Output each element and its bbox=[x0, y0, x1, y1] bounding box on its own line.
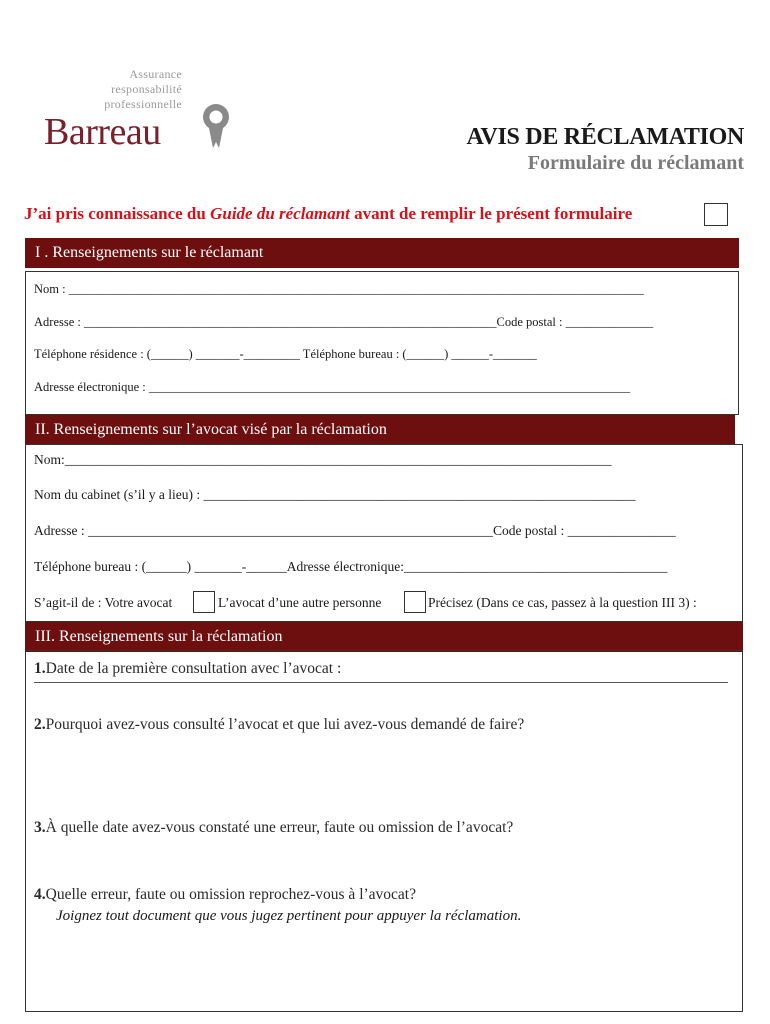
question-3-number: 3. bbox=[34, 819, 46, 836]
logo-tagline-1: Assurance bbox=[129, 67, 182, 81]
question-1 bbox=[34, 660, 341, 678]
question-4-note: Joignez tout document que vous jugez pertinent pour appuyer la réclamation. bbox=[56, 908, 522, 924]
other-lawyer-label: L’avocat d’une autre personne bbox=[218, 595, 382, 610]
question-1-number: 1. bbox=[34, 660, 46, 677]
own-lawyer-label: S’agit-il de : Votre avocat bbox=[34, 595, 173, 610]
logo bbox=[44, 66, 244, 156]
question-3 bbox=[34, 819, 513, 837]
question-4-text: Quelle erreur, faute ou omission reprochez-vous à l’avocat? bbox=[45, 886, 416, 903]
form-title: AVIS DE RÉCLAMATION bbox=[466, 124, 744, 150]
question-3-text: À quelle date avez-vous constaté une erreur, faute ou omission de l’avocat? bbox=[45, 819, 514, 836]
question-2-number: 2. bbox=[34, 716, 46, 733]
section-3-header: III. Renseignements sur la réclamation bbox=[25, 622, 743, 652]
own-lawyer-checkbox[interactable] bbox=[193, 591, 215, 613]
logo-brand: Barreau bbox=[44, 111, 161, 153]
form-subtitle: Formulaire du réclamant bbox=[527, 152, 744, 174]
acknowledgement-text bbox=[24, 204, 632, 224]
section-1-header: I . Renseignements sur le réclamant bbox=[25, 238, 739, 268]
question-1-answer-line[interactable] bbox=[34, 682, 728, 683]
question-1-text: Date de la première consultation avec l’avocat : bbox=[45, 660, 342, 677]
firm-name-field[interactable]: Nom du cabinet (s’il y a lieu) : ________________________________________________________________ bbox=[34, 487, 636, 502]
ack-guide-title: Guide du réclamant bbox=[210, 204, 350, 223]
logo-tagline-3: professionnelle bbox=[104, 97, 182, 111]
ack-before: J’ai pris connaissance du bbox=[24, 204, 211, 223]
section-2-header: II. Renseignements sur l’avocat visé par la réclamation bbox=[25, 415, 735, 445]
specify-label: Précisez (Dans ce cas, passez à la question III 3) : bbox=[428, 595, 697, 610]
question-4-number: 4. bbox=[34, 886, 46, 903]
acknowledgement-checkbox[interactable] bbox=[704, 203, 728, 226]
question-2 bbox=[34, 716, 524, 734]
other-lawyer-checkbox[interactable] bbox=[404, 591, 426, 613]
ack-after: avant de remplir le présent formulaire bbox=[349, 204, 633, 223]
lawyer-phone-email-field[interactable]: Téléphone bureau : (______) _______-______Adresse électronique:_______________________________________ bbox=[34, 559, 668, 574]
claimant-address-field[interactable]: Adresse : __________________________________________________________________Code postal : ______________ bbox=[34, 315, 654, 329]
barreau-emblem-icon bbox=[198, 102, 234, 150]
claimant-email-field[interactable]: Adresse électronique : _____________________________________________________________________________ bbox=[34, 380, 631, 394]
question-2-text: Pourquoi avez-vous consulté l’avocat et que lui avez-vous demandé de faire? bbox=[45, 716, 525, 733]
logo-tagline-2: responsabilité bbox=[111, 82, 182, 96]
lawyer-address-field[interactable]: Adresse : ____________________________________________________________Code postal : ________________ bbox=[34, 523, 676, 538]
claimant-phone-field[interactable]: Téléphone résidence : (______) _______-_________ Téléphone bureau : (______) ______-_______ bbox=[34, 347, 537, 361]
claimant-name-field[interactable]: Nom : ____________________________________________________________________________________________ bbox=[34, 282, 644, 296]
lawyer-name-field[interactable]: Nom:_________________________________________________________________________________ bbox=[34, 452, 612, 467]
question-4 bbox=[34, 886, 416, 904]
